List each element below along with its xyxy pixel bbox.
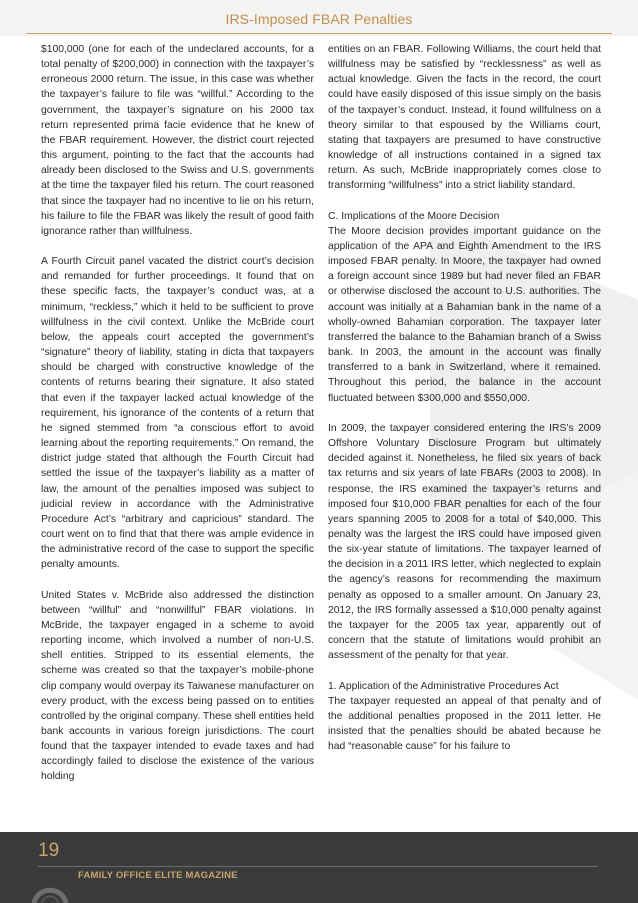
right-paragraph-3: In 2009, the taxpayer considered entering the IRS’s 2009 Offshore Voluntary Disclosure Program but ultimately decided against it. Nonetheless, he filed six years of back tax returns and six years of late FBARs (2003 to 2008). In response, the IRS examined the taxpayer’s returns and imposed four $10,000 FBAR penalties for each of the four years spanning 2005 to 2008 for a total of $40,000. This penalty was the largest the IRS could have imposed given the six-year statute of limitations. The taxpayer learned of the decision in a 2011 IRS letter, which neglected to explain the agency’s reasons for recommending the maximum penalty as opposed to a smaller amount. On January 23, 2012, the IRS formally assessed a $10,000 penalty against the taxpayer for the 2005 tax year, apparently out of concern that the statute of limitations would prohibit an assessment of the penalty for that year. (328, 422, 601, 662)
right-paragraph-2: The Moore decision provides important guidance on the application of the APA and Eighth Amendment to the IRS imposed FBAR penalty. In Moore, the taxpayer had owned a foreign account since 1989 but had never filed an FBAR or otherwise disclosed the account to U.S. authorities. The account was initially at a Bahamian bank in the name of a wholly-owned Bahamian corporation. The taxpayer later transferred the balance to the Bahamian branch of a Swiss bank. In 2003, the amount in the account was finally transferred to a bank in Switzerland, where it remained. Throughout this period, the balance in the account fluctuated between $300,000 and $550,000. (328, 225, 601, 404)
right-paragraph-1: entities on an FBAR. Following Williams, the court held that willfulness may be satisfied by “recklessness” as well as actual knowledge. Given the facts in the record, the court could have easily disposed of this issue simply on the basis of the taxpayer’s conduct. Instead, it found willfulness on a theory similar to that espoused by the Williams court, stating that taxpayers are presumed to have constructive knowledge of all instructions contained in a signed tax return. As such, McBride inappropriately comes close to transforming “willfulness” into a strict liability standard. (328, 44, 601, 192)
section-heading: C. Implications of the Moore Decision (328, 210, 500, 222)
footer-band (0, 832, 638, 903)
right-paragraph-4: The taxpayer requested an appeal of that penalty and of the additional penalties proposed in the 2011 letter. He insisted that the penalties should be abated because he had “reasonable cause” for his failure to (328, 695, 601, 753)
page-number: 19 (38, 840, 60, 861)
left-paragraph-1: $100,000 (one for each of the undeclared accounts, for a total penalty of $200,000) in connection with the taxpayer’s erroneous 2000 return. The issue, in this case was whether the taxpayer’s failure to file was “willful.” According to the government, the taxpayer’s signature on his 2000 tax return represented prima facie evidence that he knew of the FBAR requirement. However, the district court rejected this argument, pointing to the fact that the accounts had already been disclosed to the Swiss and U.S. governments at the time the taxpayer filed his return. The court reasoned that since the taxpayer had no incentive to lie on his return, his failure to file the FBAR was likely the result of good faith ignorance rather than willfulness. (41, 44, 314, 237)
right-column (328, 42, 601, 754)
magazine-logo-arc-icon (30, 866, 70, 903)
magazine-name: FAMILY OFFICE ELITE MAGAZINE (78, 870, 238, 881)
footer-divider (38, 866, 598, 867)
left-paragraph-2: A Fourth Circuit panel vacated the district court’s decision and remanded for further proceedings. It found that on these specific facts, the taxpayer’s conduct was, at a minimum, “reckless,” which it held to be sufficient to prove willfulness in the civil context. Unlike the McBride court below, the appeals court accepted the government’s “signature” theory of liability, stating in dicta that taxpayers should be charged with constructive knowledge of the contents of returns bearing their signature. It also stated that even if the taxpayer lacked actual knowledge of the requirement, his ignorance of the contents of a return that he signed stemmed from “a conscious effort to avoid learning about the reporting requirements.” On remand, the district judge stated that although the Fourth Circuit had settled the issue of the taxpayer’s liability as a matter of law, the amount of the penalties imposed was subject to judicial review in accordance with the Administrative Procedure Act’s “arbitrary and capricious” standard. The court went on to find that that there was ample evidence in the administrative record of the case to support the specific penalty amounts. (41, 256, 314, 571)
left-column (41, 42, 314, 785)
running-title: IRS-Imposed FBAR Penalties (225, 11, 413, 27)
left-paragraph-3: United States v. McBride also addressed the distinction between “willful” and “nonwillful” FBAR violations. In McBride, the taxpayer engaged in a scheme to avoid reporting income, which involved a number of non-U.S. shell entities. Stripped to its essential elements, the scheme was created so that the taxpayer’s mobile-phone clip company would overpay its Taiwanese manufacturer on every product, with the excess being passed on to entities controlled by the original company. These shell entities held bank accounts in various foreign jurisdictions. The court found that the taxpayer intended to evade taxes and had accordingly failed to disclose the existence of the various holding (41, 589, 314, 783)
subsection-heading: 1. Application of the Administrative Procedures Act (328, 680, 559, 692)
